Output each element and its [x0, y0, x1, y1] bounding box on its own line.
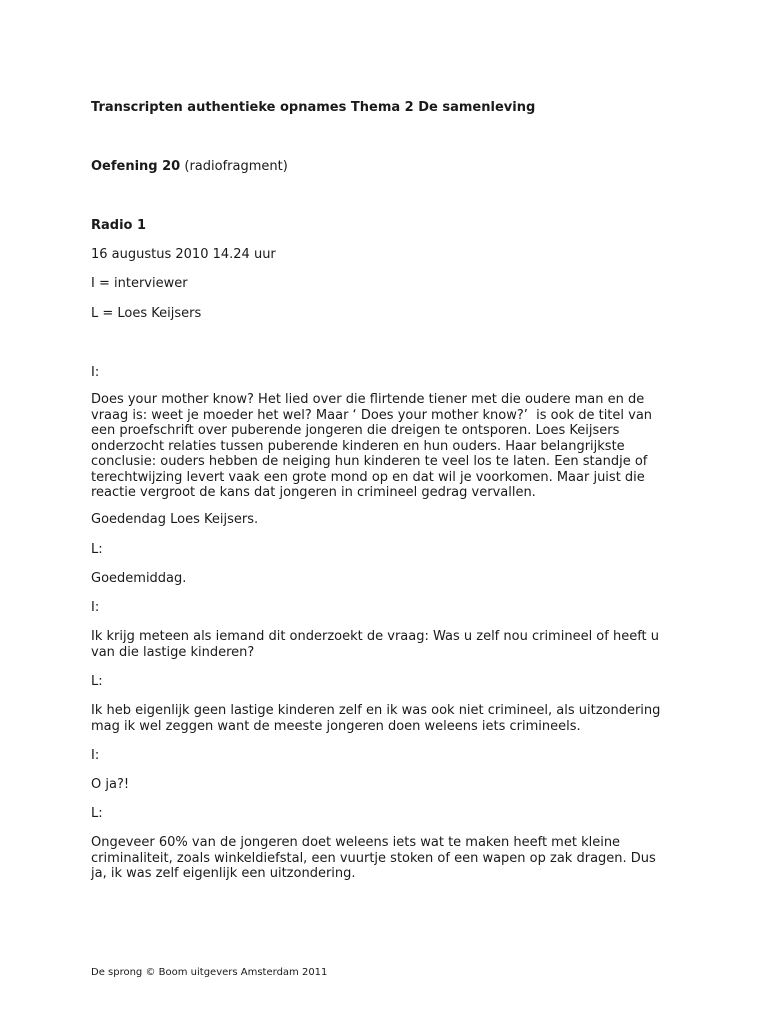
speaker-label: L:: [91, 542, 103, 557]
dialogue-line: mag ik wel zeggen want de meeste jongeren doen weleens iets crimineels.: [91, 718, 581, 734]
dialogue-paragraph: [91, 629, 681, 660]
dialogue-line: Goedemiddag.: [91, 571, 187, 586]
exercise-label: Oefening 20: [91, 159, 181, 174]
dialogue-line: conclusie: ouders hebben de neiging hun kinderen te veel los te laten. Een standje of: [91, 454, 648, 469]
dialogue-line: terechtwijzing levert vaak een grote mond op en dat wil je voorkomen. Maar juist die: [91, 469, 645, 485]
dialogue-line: een proefschrift over puberende jongeren die dreigen te ontsporen. Loes Keijsers: [91, 423, 620, 438]
dialogue-line: onderzocht relaties tussen puberende kinderen en hun ouders. Haar belangrijkste: [91, 438, 625, 454]
legend-interviewer: I = interviewer: [91, 276, 188, 291]
dialogue-line: vraag is: weet je moeder het wel? Maar ‘ Does your mother know?’ is ook de titel van: [91, 407, 653, 423]
document-title: Transcripten authentieke opnames Thema 2 De samenleving: [91, 100, 536, 115]
dialogue-line: van die lastige kinderen?: [91, 644, 255, 660]
dialogue-line: Ik heb eigenlijk geen lastige kinderen zelf en ik was ook niet crimineel, als uitzondering: [91, 703, 661, 718]
legend-guest: L = Loes Keijsers: [91, 306, 202, 321]
greeting-line: Goedendag Loes Keijsers.: [91, 512, 259, 527]
speaker-label: L:: [91, 674, 103, 689]
exercise-heading: [91, 159, 288, 174]
speaker-label: I:: [91, 748, 100, 763]
speaker-label: L:: [91, 806, 103, 821]
dialogue-line: Ongeveer 60% van de jongeren doet weleens iets wat te maken heeft met kleine: [91, 835, 621, 850]
dialogue-line: Does your mother know? Het lied over die flirtende tiener met die oudere man en de: [91, 392, 645, 407]
dialogue-line: O ja?!: [91, 777, 130, 792]
dialogue-line: ja, ik was zelf eigenlijk een uitzondering.: [91, 866, 356, 881]
exercise-note: (radiofragment): [184, 159, 288, 174]
dialogue-line: reactie vergroot de kans dat jongeren in crimineel gedrag vervallen.: [91, 485, 536, 500]
station-heading: Radio 1: [91, 218, 147, 233]
dialogue-line: criminaliteit, zoals winkeldiefstal, een vuurtje stoken of een wapen op zak dragen. Dus: [91, 850, 656, 866]
broadcast-datetime: 16 augustus 2010 14.24 uur: [91, 247, 276, 262]
dialogue-paragraph: [91, 703, 681, 734]
dialogue-paragraph: [91, 835, 681, 882]
speaker-label: I:: [91, 600, 100, 615]
dialogue-line: Ik krijg meteen als iemand dit onderzoekt de vraag: Was u zelf nou crimineel of heeft u: [91, 629, 660, 644]
dialogue-paragraph: [91, 392, 681, 501]
speaker-label: I:: [91, 365, 100, 380]
page-footer: De sprong © Boom uitgevers Amsterdam 2011: [91, 967, 328, 978]
